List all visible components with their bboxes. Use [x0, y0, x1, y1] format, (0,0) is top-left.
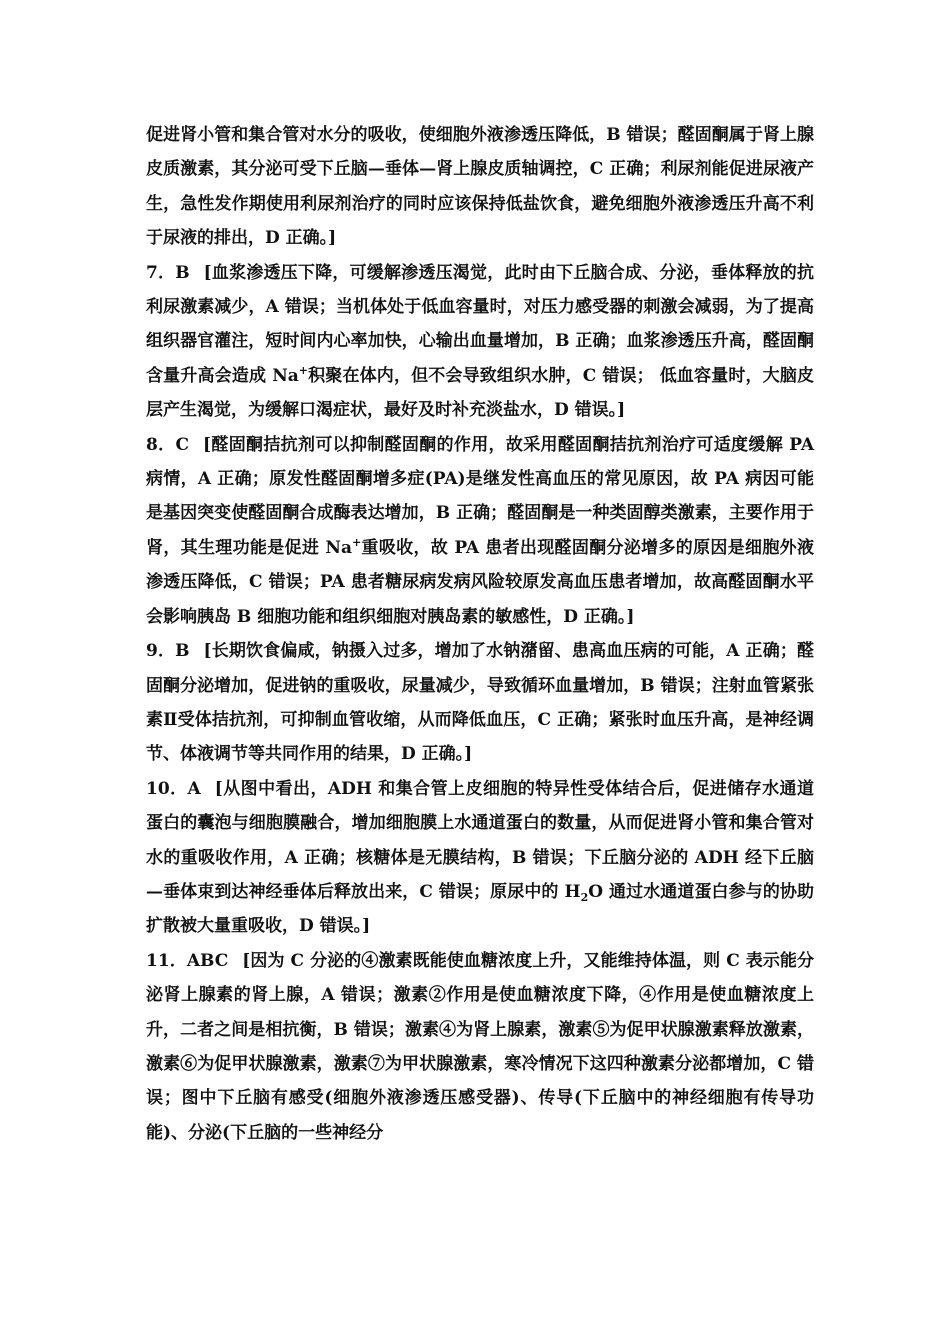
question-number: 11．ABC [146, 950, 229, 971]
explanation-text: [从图中看出，ADH 和集合管上皮细胞的特异性受体结合后，促进储存水通道蛋白的囊泡与细胞膜融合，增加细胞膜上水通道蛋白的数量，从而促进肾小管和集合管对水的重吸收作用，A 正确；核糖体是无膜结构，B 错误；下丘脑分泌的 ADH 经下丘脑—垂体束到达神经垂体后释放出来，C 错误；原尿中的 H [146, 778, 814, 902]
explanation-text: [因为 C 分泌的④激素既能使血糖浓度上升，又能维持体温，则 C 表示能分泌肾上腺素的肾上腺，A 错误；激素②作用是使血糖浓度下降，④作用是使血糖浓度上升，二者之间是相抗衡，B 错误；激素④为肾上腺素，激素⑤为促甲状腺激素释放激素，激素⑥为促甲状腺激素，激素⑦为甲状腺激素，寒冷情况下这四种激素分泌都增加，C 错误；图中下丘脑有感受(细胞外液渗透压感受器)、传导(下丘脑中的神经细胞有传导功能)、分泌(下丘脑的一些神经分 [146, 950, 815, 1143]
question-number: 7．B [146, 262, 190, 283]
explanation-text: [醛固酮拮抗剂可以抑制醛固酮的作用，故采用醛固酮拮抗剂治疗可适度缓解 PA 病情，A 正确；原发性醛固酮增多症(PA)是继发性高血压的常见原因，故 PA 病因可能是基因突变使醛固酮合成酶表达增加，B 正确；醛固酮是一种类固醇类激素，主要作用于肾，其生理功能是促进 Na [146, 434, 815, 558]
explanation-text-cont: 积聚在体内，但不会导致组织水肿，C 错误； 低血容量时，大脑皮层产生渴觉，为缓解口渴症状，最好及时补充淡盐水，D 错误。] [146, 365, 814, 421]
answer-10 [146, 772, 814, 944]
answer-9 [146, 634, 814, 772]
answer-explanation-page [146, 118, 814, 1150]
question-number: 10．A [146, 778, 201, 799]
answer-11 [146, 944, 814, 1150]
paragraph-continued [146, 118, 814, 256]
paragraph-text: 促进肾小管和集合管对水分的吸收，使细胞外液渗透压降低，B 错误；醛固酮属于肾上腺皮质激素，其分泌可受下丘脑—垂体—肾上腺皮质轴调控，C 正确；利尿剂能促进尿液产生，急性发作期使用利尿剂治疗的同时应该保持低盐饮食，避免细胞外液渗透压升高不利于尿液的排出，D 正确。] [146, 125, 814, 249]
answer-8 [146, 428, 814, 634]
explanation-text: [血浆渗透压下降，可缓解渗透压渴觉，此时由下丘脑合成、分泌，垂体释放的抗利尿激素减少，A 错误；当机体处于低血容量时，对压力感受器的刺激会减弱，为了提高组织器官灌注，短时间内心率加快，心输出血量增加，B 正确；血浆渗透压升高，醛固酮含量升高会造成 Na [146, 262, 814, 386]
explanation-text: [长期饮食偏咸，钠摄入过多，增加了水钠潴留、患高血压病的可能，A 正确；醛固酮分泌增加，促进钠的重吸收，尿量减少，导致循环血量增加，B 错误；注射血管紧张素Ⅱ受体拮抗剂，可抑制血管收缩，从而降低血压，C 正确；紧张时血压升高，是神经调节、体液调节等共同作用的结果，D 正确。] [146, 641, 815, 765]
question-number: 9．B [146, 641, 190, 662]
superscript-plus: + [298, 364, 308, 378]
superscript-plus: + [351, 536, 362, 550]
subscript-two: 2 [580, 891, 589, 905]
answer-7 [146, 256, 814, 428]
explanation-text-cont: 重吸收，故 PA 患者出现醛固酮分泌增多的原因是细胞外液渗透压降低，C 错误；PA 患者糖尿病发病风险较原发高血压患者增加，故高醛固酮水平会影响胰岛 B 细胞功能和组织细胞对胰岛素的敏感性，D 正确。] [146, 537, 814, 627]
explanation-text-cont: O 通过水通道蛋白参与的协助扩散被大量重吸收，D 错误。] [146, 881, 814, 937]
question-number: 8．C [146, 434, 190, 455]
